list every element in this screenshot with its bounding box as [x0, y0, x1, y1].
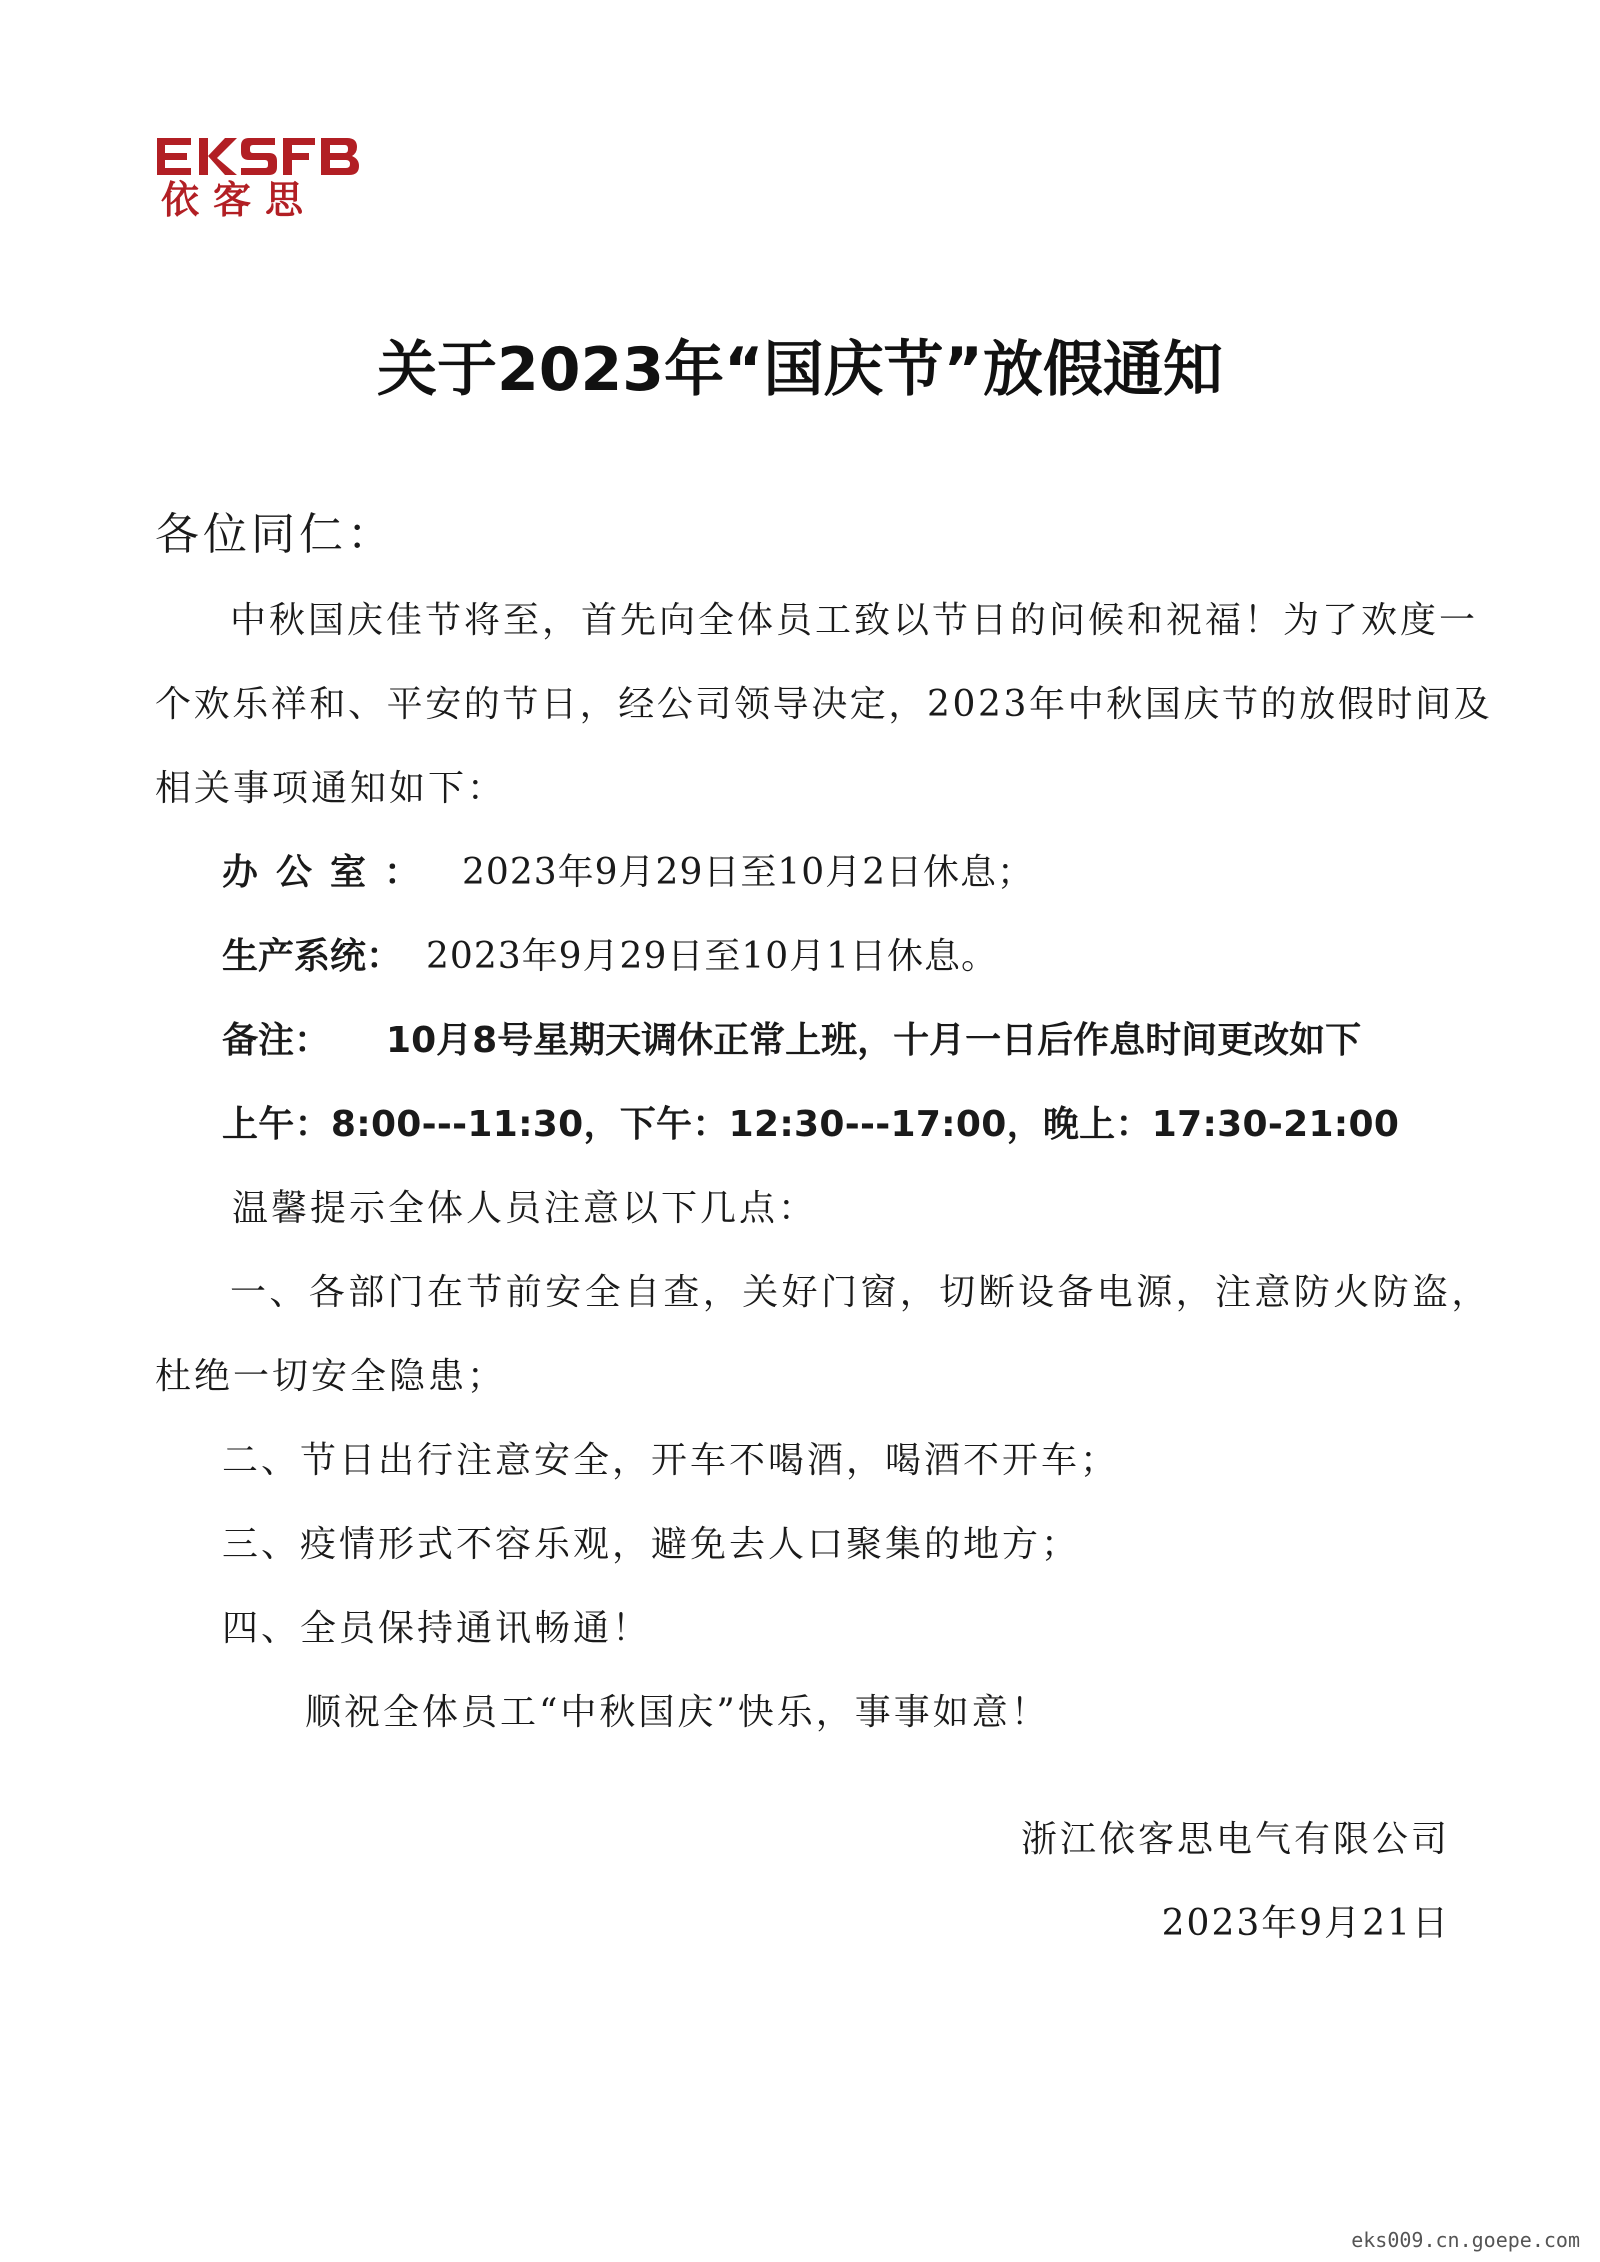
note-label: 备注： — [222, 1020, 331, 1061]
working-hours: 上午：8:00---11:30，下午：12:30---17:00，晚上：17:30-21:00 — [222, 1104, 1400, 1145]
office-label: 办公室： — [222, 852, 439, 893]
office-value: 2023年9月29日至10月2日休息； — [462, 852, 1035, 893]
greeting: 各位同仁： — [155, 509, 395, 560]
production-label: 生产系统： — [222, 936, 403, 977]
signature-date: 2023年9月21日 — [1161, 1903, 1450, 1944]
tip-item-2: 二、节日出行注意安全，开车不喝酒，喝酒不开车； — [222, 1440, 1120, 1481]
intro-line-2: 个欢乐祥和、平安的节日，经公司领导决定，2023年中秋国庆节的放假时间及 — [155, 684, 1493, 725]
signature-company: 浙江依客思电气有限公司 — [1020, 1819, 1450, 1860]
note-value: 10月8号星期天调休正常上班，十月一日后作息时间更改如下 — [386, 1020, 1362, 1061]
schedule-note — [222, 1018, 1361, 1064]
eksfb-logo-mark — [157, 136, 387, 180]
tip-item-1-line-1: 一、各部门在节前安全自查，关好门窗，切断设备电源，注意防火防盗， — [230, 1272, 1491, 1313]
closing-wish: 顺祝全体员工“中秋国庆”快乐，事事如意！ — [305, 1692, 1050, 1733]
office-schedule — [222, 850, 1034, 896]
notice-title: 关于2023年“国庆节”放假通知 — [377, 335, 1223, 405]
source-watermark: eks009.cn.goepe.com — [1345, 2226, 1586, 2254]
logo-chinese-name: 依客思 — [161, 178, 318, 222]
production-value: 2023年9月29日至10月1日休息。 — [426, 936, 999, 977]
intro-line-1: 中秋国庆佳节将至，首先向全体员工致以节日的问候和祝福！为了欢度一 — [230, 600, 1479, 641]
tip-item-3: 三、疫情形式不容乐观，避免去人口聚集的地方； — [222, 1524, 1081, 1565]
tip-item-4: 四、全员保持通讯畅通！ — [222, 1608, 652, 1649]
intro-line-3: 相关事项通知如下： — [155, 768, 507, 809]
tip-item-1-line-2: 杜绝一切安全隐患； — [155, 1356, 507, 1397]
tips-intro: 温馨提示全体人员注意以下几点： — [232, 1188, 818, 1229]
production-schedule — [222, 934, 998, 980]
